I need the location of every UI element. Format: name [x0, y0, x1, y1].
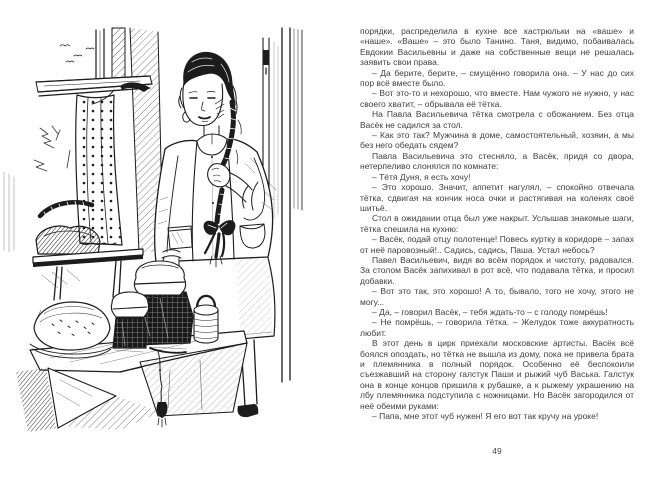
paragraph: порядки, распределила в кухне все кастрюльки на «ваше» и «наше». «Ваше» – это было Танино. Таня, видимо, побаивалась Евдокии Васильевны и даже на собственные вещи не решалась заявить свои права.	[360, 26, 634, 68]
wall-hatching-left	[4, 172, 14, 252]
paragraph: – Это хорошо. Значит, аппетит нагулял, – спокойно отвечала тётка, сдвигая на кончик носа очки и растягивая на коленях своё шитьё.	[360, 182, 634, 213]
door-latch	[263, 50, 270, 65]
face	[183, 82, 224, 126]
paragraph: – Как это так? Мужчина в доме, самостоятельный, хозяин, а мы без него обедать сядем?	[360, 130, 634, 151]
paragraph: Павел Васильевич, видя во всём порядок и чистоту, радовался. За столом Васёк запихивал в рот всё, что подавала тётка, и просил добавки.	[360, 254, 634, 286]
paragraph: Павла Васильевича это стесняло, а Васёк, придя со двора, нетерпеливо слонялся по комнате:	[360, 150, 634, 172]
paragraph: Стол в ожидании отца был уже накрыт. Услышав знакомые шаги, тётка спешила на кухню:	[360, 213, 634, 234]
right-page	[330, 0, 647, 486]
paragraph: – Вот это так, это хорошо! А то, бывало, того не хочу, этого не могу...	[360, 286, 634, 307]
jacket	[155, 139, 273, 262]
paragraph: – Да, – говорил Васёк, – тебя ждать-то – с голоду помрёшь!	[372, 306, 608, 317]
paragraph: – Вот это-то и нехорошо, что вместе. Нам чужого не нужно, у нас своего хватит, – обрывала её тётка.	[360, 88, 634, 109]
shoe	[237, 404, 258, 417]
page-number: 49	[492, 446, 502, 456]
jam-jar-small	[111, 292, 148, 348]
paragraph: – Тётя Дуня, я есть хочу!	[372, 171, 471, 182]
birds-icon	[60, 45, 94, 62]
paragraph: – Да берите, берите, – смущённо говорила она. – У нас до сих пор всё вместе было.	[360, 67, 634, 89]
paragraph: – Васёк, подай отцу полотенце! Повесь куртку в коридоре – запах от неё паровозный!.. Садись, садись, Паша. Устал небось?	[360, 234, 634, 255]
polka-dot-curtain	[76, 90, 122, 245]
paragraph: В этот день в цирк приехали московские артисты. Васёк всё боялся опоздать, но тётка не вышла из дому, пока не привела брата и племянника в полный порядок. Особенно её беспокоили съезжавший на сторону галстук Паши и рыжий чуб Васька. Галстук она в конце концов пришила к рубашке, а к рыжему украшению на лбу племянника подступила с ножницами. Но Васёк загородился от неё обеими руками:	[360, 338, 634, 411]
paragraph: – Папа, мне этот чуб нужен! Я его вот так кручу на уроке!	[372, 411, 599, 422]
window-plants	[34, 126, 70, 171]
story-text	[360, 26, 634, 421]
paragraph: – Не помрёшь, – говорила тётка. – Желудок тоже аккуратность любит.	[360, 317, 634, 338]
paragraph: На Павла Васильевича тётка смотрела с обожанием. Без отца Васёк не садился за стол.	[360, 109, 634, 130]
